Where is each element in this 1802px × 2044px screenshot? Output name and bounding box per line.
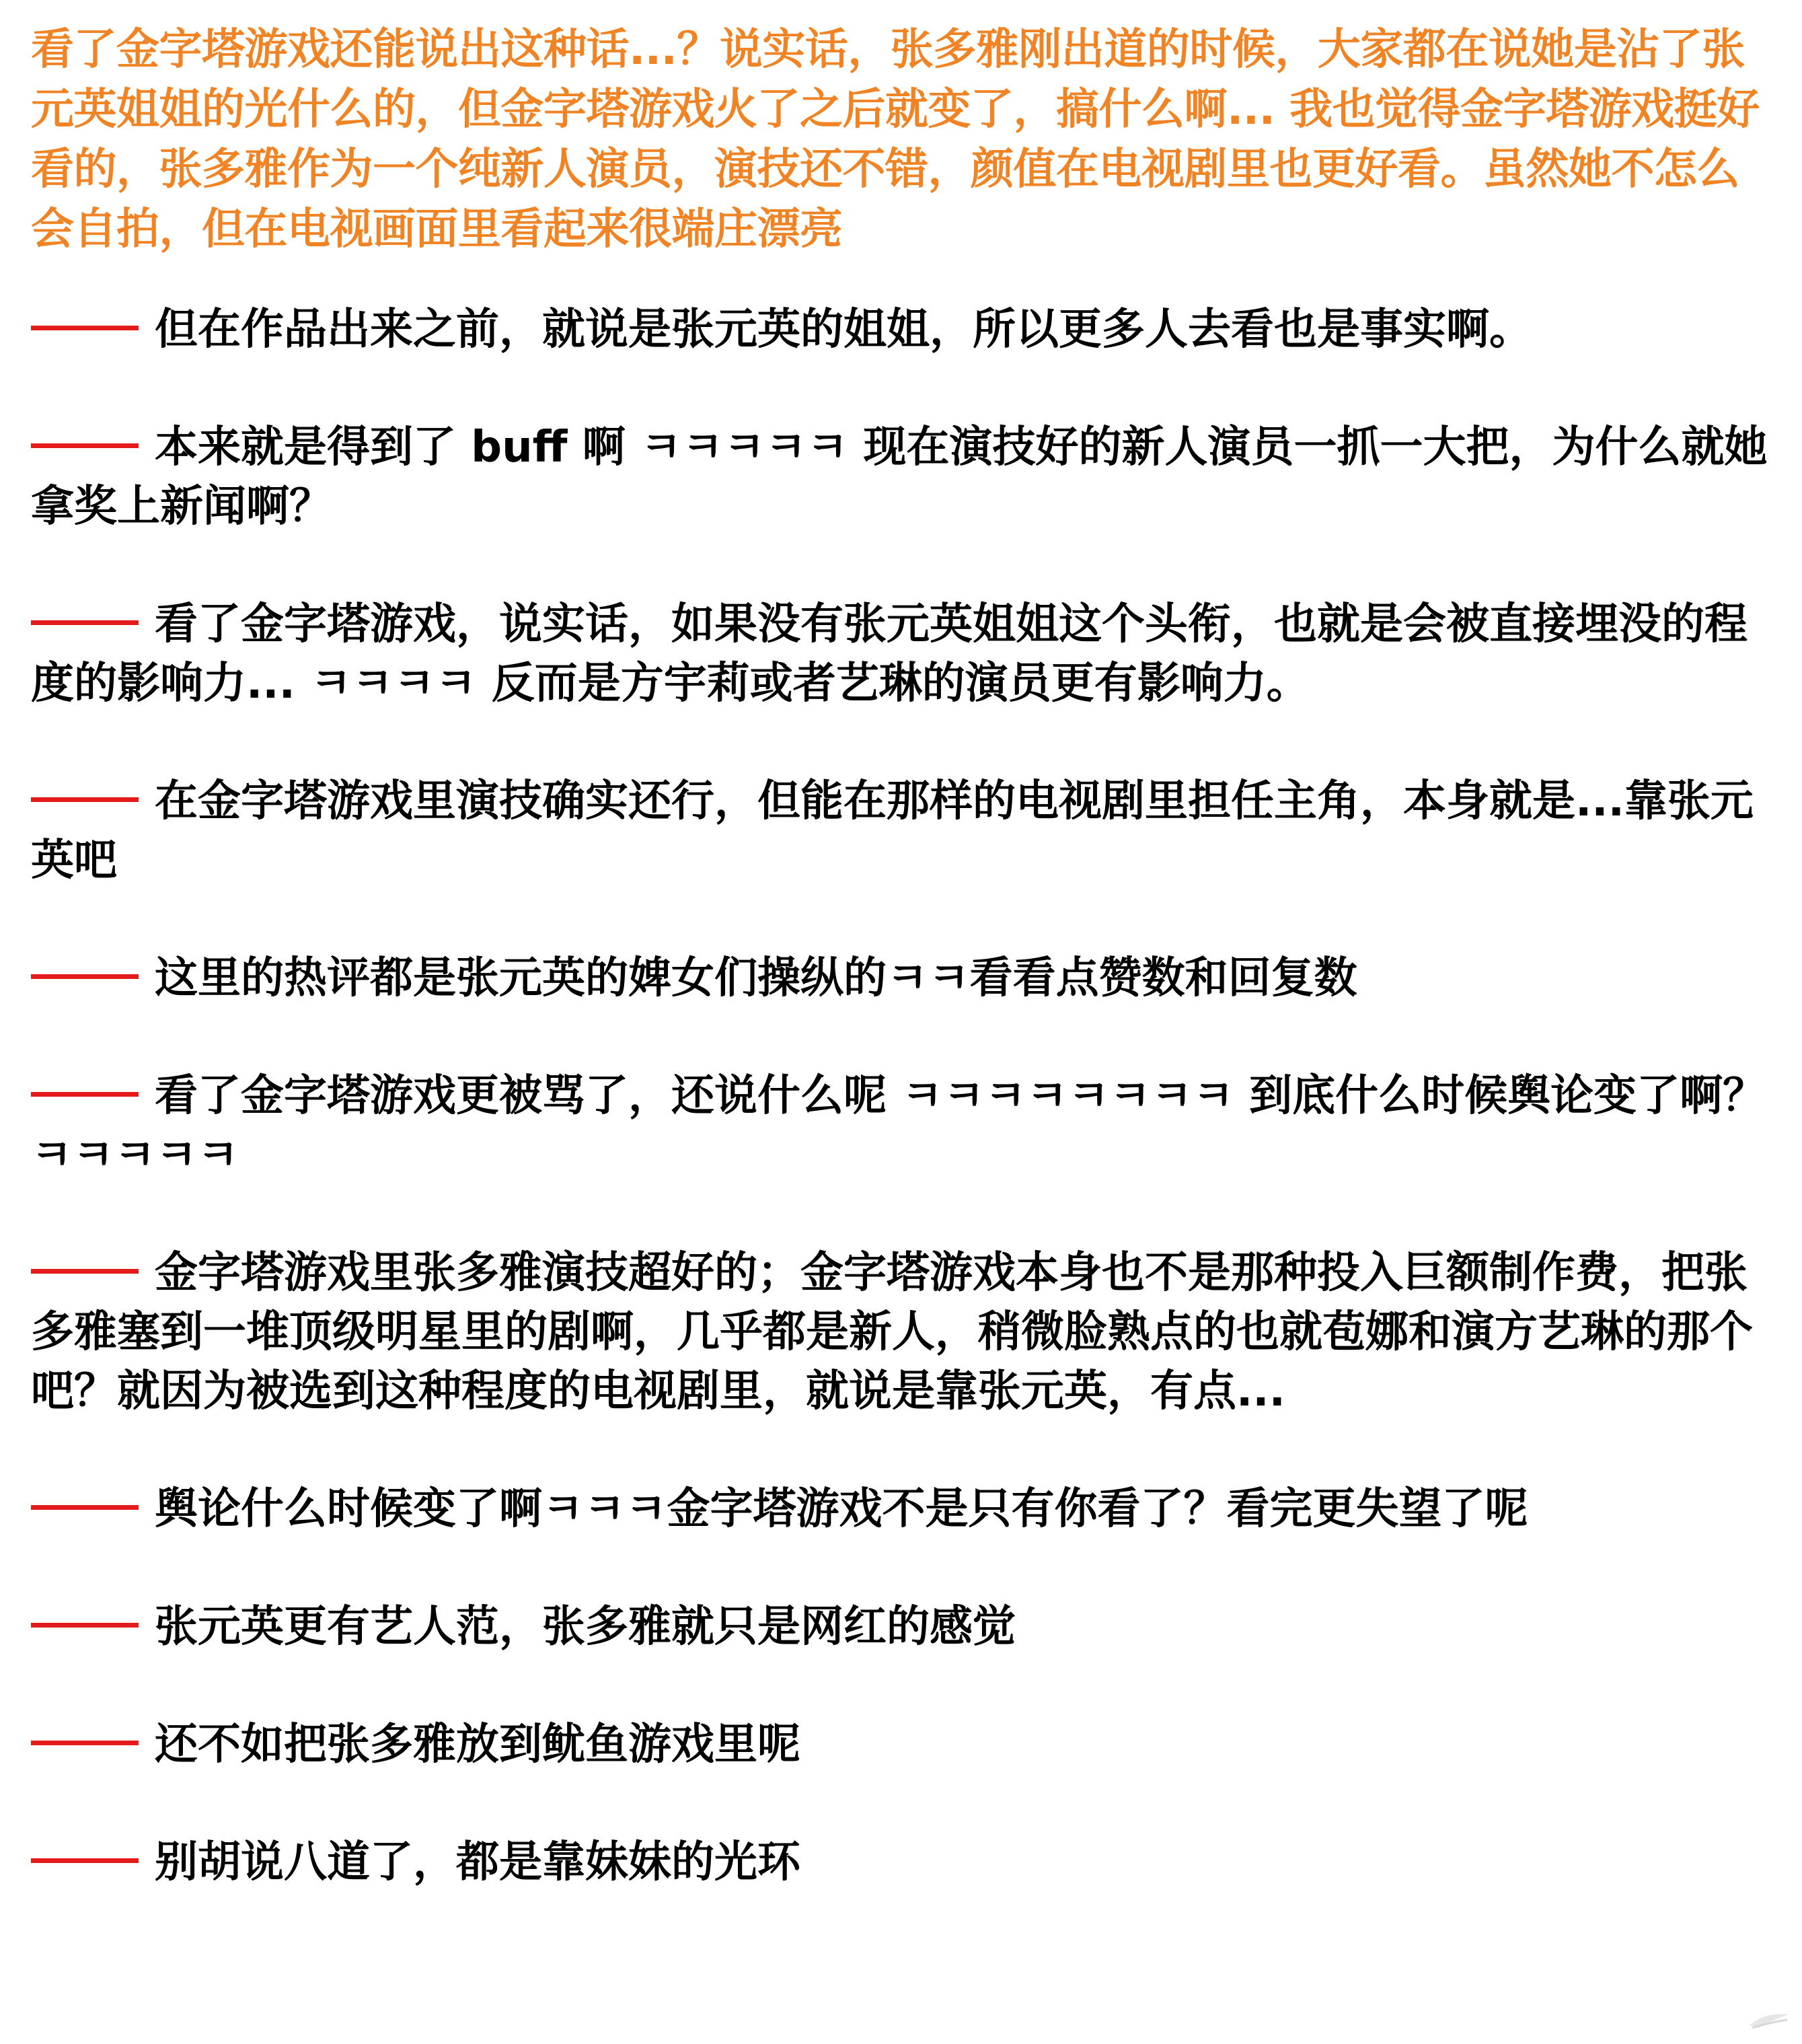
comment-text: 但在作品出来之前，就说是张元英的姐姐，所以更多人去看也是事实啊。 — [155, 305, 1532, 355]
comment-item — [31, 1597, 1780, 1656]
comment-item — [31, 1715, 1780, 1774]
dash-marker — [31, 1269, 139, 1274]
dash-marker — [31, 620, 139, 625]
document-page — [31, 20, 1780, 1950]
comment-item — [31, 949, 1780, 1008]
dash-marker — [31, 1858, 139, 1863]
dash-marker — [31, 1741, 139, 1745]
comment-list — [31, 300, 1780, 1892]
comment-text: 在金字塔游戏里演技确实还行，但能在那样的电视剧里担任主角，本身就是...靠张元英吧 — [31, 776, 1754, 885]
comment-text: 张元英更有艺人范，张多雅就只是网红的感觉 — [155, 1602, 1016, 1652]
comment-text: 看了金字塔游戏更被骂了，还说什么呢 ㅋㅋㅋㅋㅋㅋㅋㅋ 到底什么时候舆论变了啊？ ㅋㅋㅋㅋㅋ — [31, 1071, 1766, 1180]
comment-item — [31, 1833, 1780, 1892]
dash-marker — [31, 1623, 139, 1628]
dash-marker — [31, 1505, 139, 1510]
comment-text: 还不如把张多雅放到鱿鱼游戏里呢 — [155, 1720, 800, 1769]
headline-comment: 看了金字塔游戏还能说出这种话...？说实话，张多雅刚出道的时候，大家都在说她是沾了张元英姐姐的光什么的，但金字塔游戏火了之后就变了，搞什么啊... 我也觉得金字塔游戏挺好看的，张多雅作为一个纯新人演员，演技还不错，颜值在电视剧里也更好看。虽然她不怎么会自拍，但在电视画面里看起来很端庄漂亮 — [31, 25, 1760, 254]
dash-marker — [31, 974, 139, 979]
comment-item — [31, 772, 1780, 890]
comment-text: 金字塔游戏里张多雅演技超好的；金字塔游戏本身也不是那种投入巨额制作费，把张多雅塞到一堆顶级明星里的剧啊，几乎都是新人，稍微脸熟点的也就苞娜和演方艺琳的那个吧？就因为被选到这种程度的电视剧里，就说是靠张元英，有点... — [31, 1248, 1753, 1416]
comment-text: 看了金字塔游戏，说实话，如果没有张元英姐姐这个头衔，也就是会被直接埋没的程度的影响力... ㅋㅋㅋㅋ 反而是方宇莉或者艺琳的演员更有影响力。 — [31, 599, 1748, 708]
dash-marker — [31, 1092, 139, 1097]
comment-item — [31, 418, 1780, 536]
comment-item — [31, 300, 1780, 359]
comment-text: 舆论什么时候变了啊ㅋㅋㅋ金字塔游戏不是只有你看了？看完更失望了呢 — [155, 1484, 1528, 1534]
comment-text: 别胡说八道了，都是靠妹妹的光环 — [155, 1837, 800, 1887]
comment-item — [31, 595, 1780, 713]
comment-item — [31, 1066, 1780, 1185]
dash-marker — [31, 326, 139, 330]
comment-text: 这里的热评都是张元英的婢女们操纵的ㅋㅋ看看点赞数和回复数 — [155, 953, 1357, 1003]
dash-marker — [31, 443, 139, 448]
comment-item — [31, 1243, 1780, 1421]
comment-item — [31, 1480, 1780, 1539]
comment-text: 本来就是得到了 buff 啊 ㅋㅋㅋㅋㅋ 现在演技好的新人演员一抓一大把，为什么就她拿奖上新闻啊？ — [31, 423, 1768, 532]
dash-marker — [31, 797, 139, 802]
watermark-icon — [1745, 2005, 1793, 2032]
